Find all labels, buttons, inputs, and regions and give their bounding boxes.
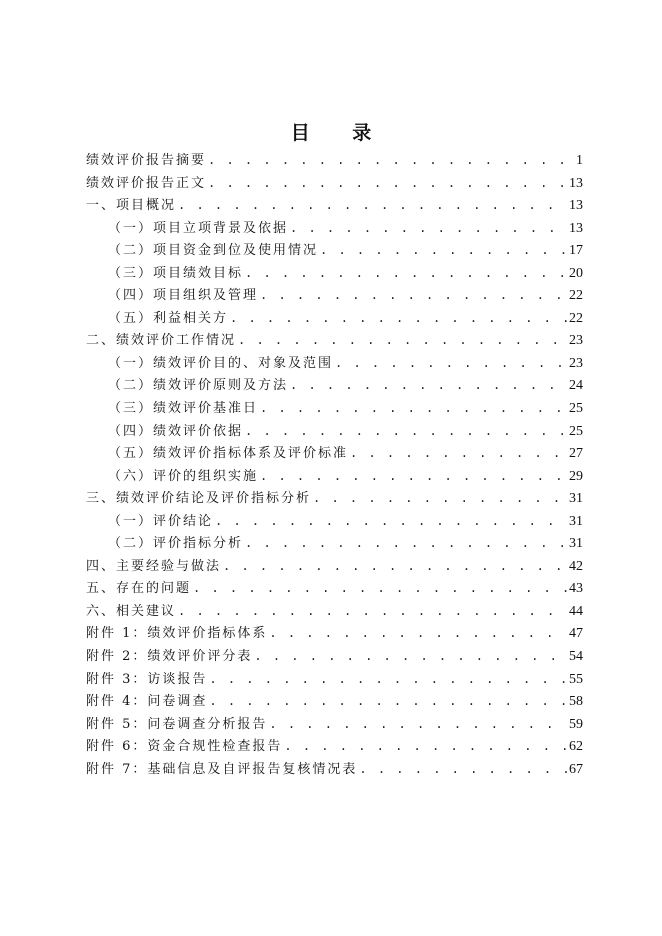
toc-entry-page: 17 bbox=[569, 243, 583, 259]
toc-leader-dots bbox=[178, 194, 567, 217]
toc-entry-page: 43 bbox=[569, 581, 583, 597]
toc-subentry[interactable] bbox=[86, 532, 583, 555]
toc-entry-page: 59 bbox=[569, 716, 583, 732]
toc-leader-dots bbox=[230, 307, 567, 330]
toc-leader-dots bbox=[209, 690, 567, 713]
toc-leader-dots bbox=[254, 645, 567, 668]
toc-entry-page: 58 bbox=[569, 694, 583, 710]
toc-entry-text: （一）绩效评价目的、对象及范围 bbox=[108, 355, 334, 371]
toc-entry-text: 六、相关建议 bbox=[86, 603, 177, 619]
toc-leader-dots bbox=[245, 532, 567, 555]
toc-entry[interactable] bbox=[86, 622, 583, 645]
toc-entry-text: 一、项目概况 bbox=[86, 198, 177, 214]
toc-entry-text: （三）项目绩效目标 bbox=[108, 265, 244, 281]
toc-entry[interactable] bbox=[86, 194, 583, 217]
toc-leader-dots bbox=[238, 329, 567, 352]
toc-entry-page: 31 bbox=[569, 491, 583, 507]
toc-entry-text: （一）评价结论 bbox=[108, 513, 214, 529]
toc-entry[interactable] bbox=[86, 329, 583, 352]
toc-leader-dots bbox=[208, 172, 567, 195]
toc-entry-page: 54 bbox=[569, 649, 583, 665]
toc-entry-text: 四、主要经验与做法 bbox=[86, 558, 222, 574]
toc-entry-page: 22 bbox=[569, 310, 583, 326]
toc-entry-page: 27 bbox=[569, 446, 583, 462]
toc-subentry[interactable] bbox=[86, 510, 583, 533]
toc-entry-page: 62 bbox=[569, 739, 583, 755]
toc-entry-page: 67 bbox=[569, 761, 583, 777]
toc-leader-dots bbox=[209, 668, 567, 691]
toc-leader-dots bbox=[260, 465, 567, 488]
toc-entry[interactable] bbox=[86, 555, 583, 578]
toc-entry-text: 附件 1：绩效评价指标体系 bbox=[86, 626, 268, 642]
toc-subentry[interactable] bbox=[86, 239, 583, 262]
toc-subentry[interactable] bbox=[86, 307, 583, 330]
toc-entry-page: 55 bbox=[569, 671, 583, 687]
toc-leader-dots bbox=[223, 555, 567, 578]
toc-subentry[interactable] bbox=[86, 397, 583, 420]
toc-entry-text: 三、绩效评价结论及评价指标分析 bbox=[86, 491, 312, 507]
toc-leader-dots bbox=[313, 487, 567, 510]
toc-entry[interactable] bbox=[86, 735, 583, 758]
toc-entry-page: 42 bbox=[569, 558, 583, 574]
toc-leader-dots bbox=[193, 577, 567, 600]
toc-entry-text: （二）评价指标分析 bbox=[108, 536, 244, 552]
table-of-contents bbox=[86, 149, 583, 780]
toc-entry-text: （六）评价的组织实施 bbox=[108, 468, 259, 484]
toc-leader-dots bbox=[269, 713, 567, 736]
toc-leader-dots bbox=[269, 622, 567, 645]
toc-leader-dots bbox=[290, 374, 567, 397]
toc-entry-page: 20 bbox=[569, 265, 583, 281]
toc-entry-page: 44 bbox=[569, 603, 583, 619]
toc-entry-page: 31 bbox=[569, 513, 583, 529]
toc-entry[interactable] bbox=[86, 172, 583, 195]
toc-leader-dots bbox=[320, 239, 567, 262]
toc-leader-dots bbox=[208, 149, 574, 172]
toc-entry-page: 47 bbox=[569, 626, 583, 642]
toc-subentry[interactable] bbox=[86, 262, 583, 285]
toc-entry-page: 23 bbox=[569, 355, 583, 371]
toc-subentry[interactable] bbox=[86, 465, 583, 488]
toc-entry-page: 13 bbox=[569, 198, 583, 214]
toc-entry-page: 23 bbox=[569, 333, 583, 349]
toc-entry-page: 22 bbox=[569, 288, 583, 304]
toc-subentry[interactable] bbox=[86, 217, 583, 240]
toc-entry-text: （三）绩效评价基准日 bbox=[108, 401, 259, 417]
toc-entry-page: 13 bbox=[569, 175, 583, 191]
toc-entry-page: 13 bbox=[569, 220, 583, 236]
toc-subentry[interactable] bbox=[86, 442, 583, 465]
toc-leader-dots bbox=[359, 758, 567, 781]
toc-entry-page: 24 bbox=[569, 378, 583, 394]
toc-entry-text: （二）绩效评价原则及方法 bbox=[108, 378, 289, 394]
toc-entry-text: 附件 3：访谈报告 bbox=[86, 671, 208, 687]
toc-entry[interactable] bbox=[86, 149, 583, 172]
toc-subentry[interactable] bbox=[86, 420, 583, 443]
toc-leader-dots bbox=[245, 262, 567, 285]
toc-entry-text: （四）项目组织及管理 bbox=[108, 288, 259, 304]
toc-subentry[interactable] bbox=[86, 352, 583, 375]
toc-leader-dots bbox=[260, 284, 567, 307]
toc-entry[interactable] bbox=[86, 577, 583, 600]
toc-leader-dots bbox=[290, 217, 567, 240]
toc-entry[interactable] bbox=[86, 690, 583, 713]
toc-entry[interactable] bbox=[86, 713, 583, 736]
toc-entry-page: 31 bbox=[569, 536, 583, 552]
toc-entry-page: 29 bbox=[569, 468, 583, 484]
toc-entry-page: 25 bbox=[569, 423, 583, 439]
toc-entry-text: 附件 7：基础信息及自评报告复核情况表 bbox=[86, 761, 358, 777]
toc-entry[interactable] bbox=[86, 645, 583, 668]
toc-leader-dots bbox=[284, 735, 567, 758]
toc-entry[interactable] bbox=[86, 758, 583, 781]
toc-entry[interactable] bbox=[86, 600, 583, 623]
toc-entry-text: 附件 6：资金合规性检查报告 bbox=[86, 739, 283, 755]
toc-leader-dots bbox=[260, 397, 567, 420]
toc-entry-text: （四）绩效评价依据 bbox=[108, 423, 244, 439]
toc-subentry[interactable] bbox=[86, 284, 583, 307]
toc-entry-text: 附件 2：绩效评价评分表 bbox=[86, 649, 253, 665]
toc-entry-text: 绩效评价报告摘要 bbox=[86, 153, 207, 168]
toc-entry-text: 绩效评价报告正文 bbox=[86, 175, 207, 191]
toc-entry[interactable] bbox=[86, 668, 583, 691]
toc-leader-dots bbox=[350, 442, 567, 465]
toc-entry-text: 二、绩效评价工作情况 bbox=[86, 333, 237, 349]
toc-leader-dots bbox=[215, 510, 567, 533]
toc-leader-dots bbox=[245, 420, 567, 443]
toc-entry[interactable] bbox=[86, 487, 583, 510]
toc-entry-text: （五）利益相关方 bbox=[108, 310, 229, 326]
toc-entry-text: 附件 4：问卷调查 bbox=[86, 694, 208, 710]
toc-leader-dots bbox=[178, 600, 567, 623]
toc-entry-text: （一）项目立项背景及依据 bbox=[108, 220, 289, 236]
toc-entry-text: （二）项目资金到位及使用情况 bbox=[108, 243, 319, 259]
toc-leader-dots bbox=[335, 352, 567, 375]
toc-subentry[interactable] bbox=[86, 374, 583, 397]
toc-entry-text: （五）绩效评价指标体系及评价标准 bbox=[108, 446, 349, 462]
toc-title: 目 录 bbox=[290, 122, 390, 144]
toc-entry-text: 五、存在的问题 bbox=[86, 581, 192, 597]
toc-entry-text: 附件 5：问卷调查分析报告 bbox=[86, 716, 268, 732]
toc-entry-page: 25 bbox=[569, 401, 583, 417]
toc-entry-page: 1 bbox=[576, 153, 583, 168]
